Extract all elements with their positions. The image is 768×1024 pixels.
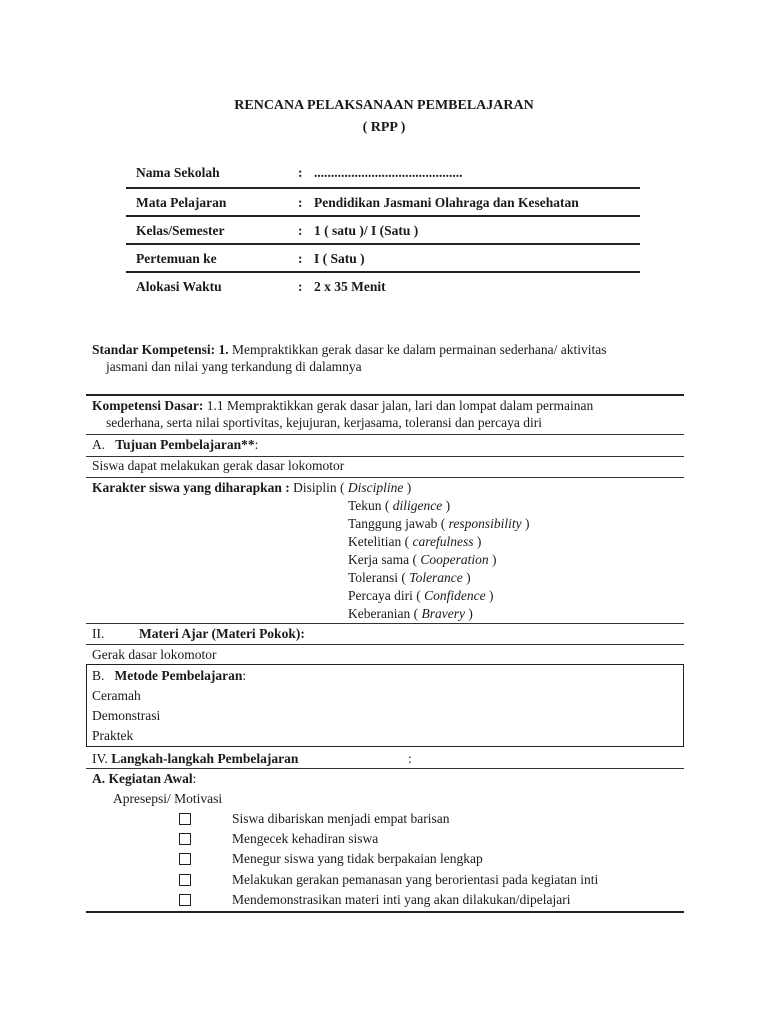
- karakter-id: Kerja sama: [348, 552, 410, 567]
- karakter-en: Cooperation: [420, 552, 489, 567]
- tujuan-text: Siswa dapat melakukan gerak dasar lokomotor: [92, 458, 345, 473]
- identity-value: 1 ( satu )/ I (Satu ): [314, 223, 419, 238]
- identity-row-school: [126, 159, 640, 187]
- metode-item: Praktek: [92, 728, 134, 743]
- kegiatan-item: Menegur siswa yang tidak berpakaian lengkap: [232, 851, 483, 866]
- karakter-item: Toleransi ( Tolerance ): [348, 570, 471, 585]
- langkah-heading: [92, 751, 298, 767]
- metode-item: Ceramah: [92, 688, 141, 703]
- divider: [86, 768, 684, 769]
- tujuan-heading: [92, 437, 258, 453]
- identity-separator: :: [298, 195, 303, 210]
- materi-label: Materi Ajar (Materi Pokok):: [139, 626, 305, 641]
- kegiatan-item: Siswa dibariskan menjadi empat barisan: [232, 811, 450, 826]
- document-subtitle: ( RPP ): [362, 120, 406, 135]
- karakter-id: Keberanian: [348, 606, 411, 621]
- metode-heading: [92, 668, 246, 684]
- tujuan-number: A.: [92, 437, 106, 452]
- karakter-en: Discipline: [347, 480, 404, 495]
- karakter-id: Toleransi: [348, 570, 399, 585]
- langkah-colon: :: [408, 751, 412, 766]
- langkah-number: IV.: [92, 751, 108, 766]
- identity-row-class: [126, 215, 640, 245]
- karakter-en: Tolerance: [409, 570, 463, 585]
- divider: [86, 477, 684, 478]
- identity-label: Kelas/Semester: [136, 223, 225, 238]
- standar-kompetensi: [92, 342, 607, 358]
- karakter-id: Disiplin: [293, 480, 337, 495]
- identity-row-subject: [126, 187, 640, 217]
- karakter-row-first: Karakter siswa yang diharapkan : Disiplin ( Discipline ): [92, 480, 412, 495]
- kompetensi-label: Kompetensi Dasar:: [92, 398, 204, 413]
- identity-label: Alokasi Waktu: [136, 279, 222, 294]
- karakter-en: responsibility: [448, 516, 522, 531]
- karakter-id: Percaya diri: [348, 588, 413, 603]
- karakter-item: Tanggung jawab ( responsibility ): [348, 516, 530, 531]
- metode-item: Demonstrasi: [92, 708, 161, 723]
- kegiatan-colon: :: [192, 771, 197, 786]
- metode-number: B.: [92, 668, 105, 683]
- document-title: RENCANA PELAKSANAAN PEMBELAJARAN: [234, 98, 534, 113]
- kegiatan-label: A. Kegiatan Awal: [92, 771, 193, 786]
- standar-text-line2: jasmani dan nilai yang terkandung di dalamnya: [106, 359, 362, 374]
- divider: [86, 644, 684, 645]
- kegiatan-sub: Apresepsi/ Motivasi: [113, 791, 223, 806]
- karakter-item: Tekun ( diligence ): [348, 498, 451, 513]
- karakter-id: Tanggung jawab: [348, 516, 438, 531]
- kompetensi-text-line1: 1.1 Mempraktikkan gerak dasar jalan, lari dan lompat dalam permainan: [203, 398, 594, 413]
- karakter-en: Bravery: [421, 606, 465, 621]
- kegiatan-heading: [92, 771, 196, 787]
- identity-value: ............................................: [314, 165, 463, 180]
- karakter-id: Ketelitian: [348, 534, 402, 549]
- identity-separator: :: [298, 223, 303, 238]
- identity-separator: :: [298, 279, 303, 294]
- identity-row-time: [126, 271, 640, 301]
- identity-label: Pertemuan ke: [136, 251, 217, 266]
- kompetensi-dasar: [92, 398, 593, 414]
- karakter-id: Tekun: [348, 498, 382, 513]
- identity-value: I ( Satu ): [314, 251, 365, 266]
- karakter-en: carefulness: [412, 534, 474, 549]
- divider: [86, 623, 684, 624]
- tujuan-label: Tujuan Pembelajaran**: [115, 437, 255, 452]
- kompetensi-text-line2: sederhana, serta nilai sportivitas, kejujuran, kerjasama, toleransi dan percaya diri: [106, 415, 542, 430]
- materi-text: Gerak dasar lokomotor: [92, 647, 217, 662]
- identity-separator: :: [298, 251, 303, 266]
- checkbox-icon[interactable]: [179, 853, 191, 865]
- karakter-en: Confidence: [424, 588, 486, 603]
- kegiatan-item: Mengecek kehadiran siswa: [232, 831, 379, 846]
- tujuan-colon: :: [254, 437, 259, 452]
- divider: [86, 434, 684, 435]
- identity-label: Mata Pelajaran: [136, 195, 227, 210]
- checkbox-icon[interactable]: [179, 813, 191, 825]
- karakter-label: Karakter siswa yang diharapkan :: [92, 480, 290, 495]
- checkbox-icon[interactable]: [179, 874, 191, 886]
- identity-label: Nama Sekolah: [136, 165, 220, 180]
- identity-value: Pendidikan Jasmani Olahraga dan Kesehatan: [314, 195, 579, 210]
- checkbox-icon[interactable]: [179, 894, 191, 906]
- metode-label: Metode Pembelajaran: [114, 668, 243, 683]
- karakter-item: Percaya diri ( Confidence ): [348, 588, 494, 603]
- identity-row-meeting: [126, 243, 640, 273]
- karakter-item: Keberanian ( Bravery ): [348, 606, 473, 621]
- materi-number: II.: [92, 626, 105, 641]
- divider: [86, 394, 684, 396]
- karakter-item: Ketelitian ( carefulness ): [348, 534, 482, 549]
- karakter-en: diligence: [392, 498, 443, 513]
- kegiatan-item: Mendemonstrasikan materi inti yang akan dilakukan/dipelajari: [232, 892, 571, 907]
- divider: [86, 911, 684, 913]
- metode-colon: :: [242, 668, 247, 683]
- divider: [86, 456, 684, 457]
- standar-label: Standar Kompetensi: 1.: [92, 342, 229, 357]
- standar-text-line1: Mempraktikkan gerak dasar ke dalam permainan sederhana/ aktivitas: [228, 342, 607, 357]
- identity-separator: :: [298, 165, 303, 180]
- langkah-label: Langkah-langkah Pembelajaran: [111, 751, 299, 766]
- identity-value: 2 x 35 Menit: [314, 279, 386, 294]
- karakter-item: Kerja sama ( Cooperation ): [348, 552, 497, 567]
- checkbox-icon[interactable]: [179, 833, 191, 845]
- kegiatan-item: Melakukan gerakan pemanasan yang berorientasi pada kegiatan inti: [232, 872, 599, 887]
